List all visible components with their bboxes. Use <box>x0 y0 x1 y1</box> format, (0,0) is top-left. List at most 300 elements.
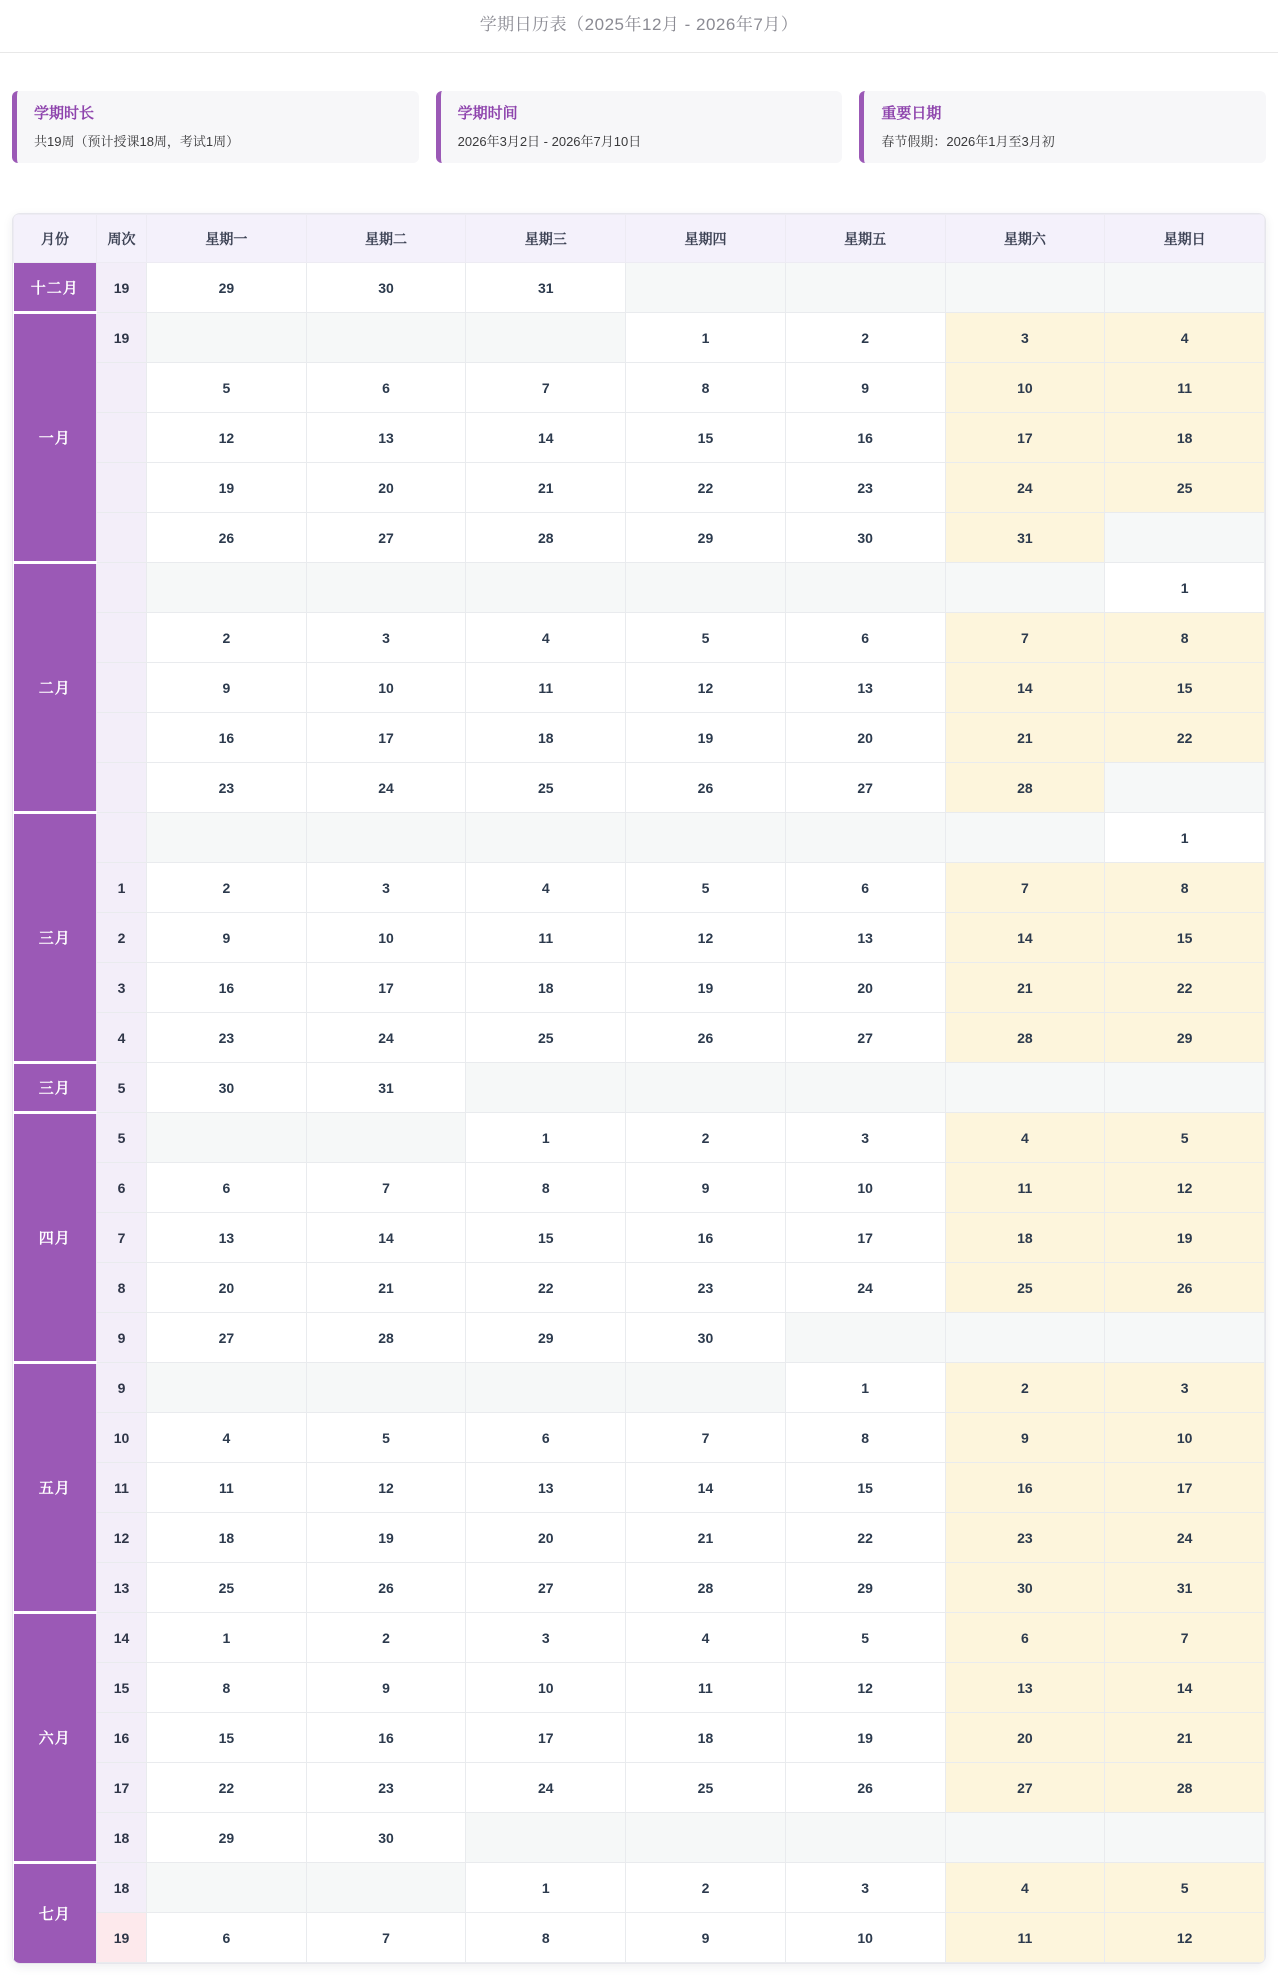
week-number-cell: 18 <box>97 1863 147 1913</box>
date-cell: 11 <box>945 1913 1105 1963</box>
date-cell: 9 <box>626 1163 786 1213</box>
date-cell: 29 <box>626 513 786 563</box>
date-cell: 25 <box>626 1763 786 1813</box>
date-cell: 12 <box>785 1663 945 1713</box>
week-number-cell: 10 <box>97 1413 147 1463</box>
date-cell: 27 <box>785 763 945 813</box>
date-cell: 28 <box>306 1313 466 1363</box>
date-cell: 2 <box>306 1613 466 1663</box>
date-cell: 10 <box>945 363 1105 413</box>
date-cell: 13 <box>306 413 466 463</box>
date-cell: 2 <box>945 1363 1105 1413</box>
date-cell: 11 <box>466 663 626 713</box>
date-cell: 24 <box>785 1263 945 1313</box>
calendar-row <box>14 1063 1265 1113</box>
empty-cell <box>1105 513 1265 563</box>
date-cell: 4 <box>147 1413 307 1463</box>
empty-cell <box>306 1113 466 1163</box>
calendar-row <box>14 1913 1265 1963</box>
empty-cell <box>306 813 466 863</box>
month-cell: 七月 <box>14 1863 97 1963</box>
card-heading: 学期时间 <box>457 105 518 122</box>
date-cell: 27 <box>306 513 466 563</box>
calendar-row <box>14 513 1265 563</box>
empty-cell <box>626 1363 786 1413</box>
calendar-row <box>14 963 1265 1013</box>
info-cards <box>12 91 1266 163</box>
date-cell: 10 <box>466 1663 626 1713</box>
date-cell: 24 <box>945 463 1105 513</box>
date-cell: 29 <box>147 263 307 313</box>
date-cell: 3 <box>785 1113 945 1163</box>
empty-cell <box>466 313 626 363</box>
date-cell: 23 <box>785 463 945 513</box>
date-cell: 1 <box>785 1363 945 1413</box>
date-cell: 20 <box>466 1513 626 1563</box>
date-cell: 9 <box>147 913 307 963</box>
date-cell: 3 <box>785 1863 945 1913</box>
month-cell: 五月 <box>14 1363 97 1613</box>
date-cell: 21 <box>1105 1713 1265 1763</box>
column-header: 星期四 <box>626 215 786 263</box>
month-cell: 六月 <box>14 1613 97 1863</box>
calendar-row <box>14 1163 1265 1213</box>
empty-cell <box>626 1813 786 1863</box>
date-cell: 28 <box>1105 1763 1265 1813</box>
date-cell: 29 <box>785 1563 945 1613</box>
week-number-cell <box>97 663 147 713</box>
calendar-row <box>14 1263 1265 1313</box>
calendar-row <box>14 1813 1265 1863</box>
date-cell: 10 <box>306 663 466 713</box>
date-cell: 15 <box>466 1213 626 1263</box>
calendar-row <box>14 413 1265 463</box>
date-cell: 14 <box>306 1213 466 1263</box>
date-cell: 31 <box>466 263 626 313</box>
card-semester-dates <box>436 91 843 163</box>
date-cell: 13 <box>785 913 945 963</box>
date-cell: 5 <box>1105 1863 1265 1913</box>
week-number-cell: 8 <box>97 1263 147 1313</box>
date-cell: 17 <box>306 713 466 763</box>
date-cell: 9 <box>306 1663 466 1713</box>
date-cell: 2 <box>785 313 945 363</box>
date-cell: 24 <box>306 1013 466 1063</box>
week-number-cell: 6 <box>97 1163 147 1213</box>
date-cell: 19 <box>626 963 786 1013</box>
date-cell: 23 <box>945 1513 1105 1563</box>
date-cell: 18 <box>466 963 626 1013</box>
week-number-cell: 3 <box>97 963 147 1013</box>
empty-cell <box>945 813 1105 863</box>
calendar-grid <box>13 214 1265 1963</box>
date-cell: 3 <box>1105 1363 1265 1413</box>
calendar-row <box>14 1613 1265 1663</box>
date-cell: 5 <box>626 613 786 663</box>
date-cell: 10 <box>785 1913 945 1963</box>
date-cell: 6 <box>945 1613 1105 1663</box>
date-cell: 31 <box>945 513 1105 563</box>
column-header: 星期二 <box>306 215 466 263</box>
date-cell: 9 <box>626 1913 786 1963</box>
date-cell: 28 <box>945 1013 1105 1063</box>
date-cell: 4 <box>626 1613 786 1663</box>
week-number-cell <box>97 613 147 663</box>
empty-cell <box>785 1063 945 1113</box>
calendar-row <box>14 863 1265 913</box>
date-cell: 19 <box>1105 1213 1265 1263</box>
date-cell: 15 <box>785 1463 945 1513</box>
calendar-header <box>14 215 1265 263</box>
card-text: 共19周（预计授课18周，考试1周） <box>34 134 240 149</box>
calendar-row <box>14 263 1265 313</box>
date-cell: 8 <box>1105 863 1265 913</box>
date-cell: 15 <box>147 1713 307 1763</box>
empty-cell <box>147 1863 307 1913</box>
date-cell: 9 <box>147 663 307 713</box>
card-heading: 学期时长 <box>34 105 95 122</box>
date-cell: 11 <box>147 1463 307 1513</box>
empty-cell <box>1105 263 1265 313</box>
date-cell: 17 <box>1105 1463 1265 1513</box>
date-cell: 5 <box>1105 1113 1265 1163</box>
empty-cell <box>1105 1063 1265 1113</box>
date-cell: 24 <box>306 763 466 813</box>
date-cell: 30 <box>147 1063 307 1113</box>
date-cell: 7 <box>466 363 626 413</box>
month-cell: 三月 <box>14 1063 97 1113</box>
date-cell: 16 <box>147 963 307 1013</box>
date-cell: 18 <box>147 1513 307 1563</box>
week-number-cell: 17 <box>97 1763 147 1813</box>
date-cell: 1 <box>1105 813 1265 863</box>
column-header: 星期三 <box>466 215 626 263</box>
date-cell: 25 <box>147 1563 307 1613</box>
date-cell: 3 <box>466 1613 626 1663</box>
week-number-cell <box>97 713 147 763</box>
column-header: 星期一 <box>147 215 307 263</box>
date-cell: 26 <box>626 763 786 813</box>
month-cell: 三月 <box>14 813 97 1063</box>
calendar-table <box>12 213 1266 1964</box>
date-cell: 12 <box>626 663 786 713</box>
column-header: 星期六 <box>945 215 1105 263</box>
date-cell: 6 <box>785 863 945 913</box>
date-cell: 25 <box>1105 463 1265 513</box>
empty-cell <box>147 1363 307 1413</box>
date-cell: 17 <box>466 1713 626 1763</box>
date-cell: 30 <box>945 1563 1105 1613</box>
empty-cell <box>1105 1813 1265 1863</box>
date-cell: 1 <box>147 1613 307 1663</box>
calendar-row <box>14 1513 1265 1563</box>
empty-cell <box>466 813 626 863</box>
date-cell: 21 <box>945 963 1105 1013</box>
date-cell: 18 <box>626 1713 786 1763</box>
empty-cell <box>626 563 786 613</box>
date-cell: 29 <box>1105 1013 1265 1063</box>
date-cell: 12 <box>626 913 786 963</box>
date-cell: 6 <box>306 363 466 413</box>
empty-cell <box>147 1113 307 1163</box>
date-cell: 8 <box>785 1413 945 1463</box>
week-number-cell: 19 <box>97 263 147 313</box>
empty-cell <box>1105 763 1265 813</box>
date-cell: 9 <box>945 1413 1105 1463</box>
date-cell: 13 <box>945 1663 1105 1713</box>
calendar-row <box>14 1113 1265 1163</box>
date-cell: 1 <box>1105 563 1265 613</box>
date-cell: 21 <box>306 1263 466 1313</box>
calendar-row <box>14 1213 1265 1263</box>
week-number-cell: 16 <box>97 1713 147 1763</box>
date-cell: 21 <box>466 463 626 513</box>
empty-cell <box>306 1863 466 1913</box>
date-cell: 13 <box>785 663 945 713</box>
calendar-row <box>14 313 1265 363</box>
empty-cell <box>466 1813 626 1863</box>
date-cell: 30 <box>306 263 466 313</box>
card-heading: 重要日期 <box>881 105 942 122</box>
date-cell: 21 <box>626 1513 786 1563</box>
date-cell: 24 <box>1105 1513 1265 1563</box>
date-cell: 14 <box>945 913 1105 963</box>
date-cell: 19 <box>626 713 786 763</box>
empty-cell <box>945 1813 1105 1863</box>
date-cell: 21 <box>945 713 1105 763</box>
date-cell: 25 <box>466 1013 626 1063</box>
date-cell: 8 <box>466 1163 626 1213</box>
date-cell: 5 <box>147 363 307 413</box>
date-cell: 20 <box>785 963 945 1013</box>
calendar-row <box>14 1763 1265 1813</box>
date-cell: 6 <box>466 1413 626 1463</box>
date-cell: 22 <box>785 1513 945 1563</box>
date-cell: 12 <box>147 413 307 463</box>
week-number-cell <box>97 563 147 613</box>
week-number-cell <box>97 463 147 513</box>
column-header: 星期日 <box>1105 215 1265 263</box>
card-text: 2026年3月2日 - 2026年7月10日 <box>457 134 642 149</box>
calendar-row <box>14 363 1265 413</box>
date-cell: 4 <box>945 1113 1105 1163</box>
date-cell: 12 <box>306 1463 466 1513</box>
date-cell: 25 <box>945 1263 1105 1313</box>
date-cell: 11 <box>1105 363 1265 413</box>
empty-cell <box>945 263 1105 313</box>
date-cell: 5 <box>785 1613 945 1663</box>
date-cell: 20 <box>147 1263 307 1313</box>
date-cell: 26 <box>306 1563 466 1613</box>
date-cell: 7 <box>306 1163 466 1213</box>
empty-cell <box>945 1313 1105 1363</box>
date-cell: 1 <box>626 313 786 363</box>
date-cell: 26 <box>785 1763 945 1813</box>
week-number-cell: 5 <box>97 1063 147 1113</box>
week-number-cell: 19 <box>97 313 147 363</box>
date-cell: 11 <box>466 913 626 963</box>
divider <box>0 52 1278 53</box>
date-cell: 20 <box>785 713 945 763</box>
empty-cell <box>147 313 307 363</box>
empty-cell <box>945 1063 1105 1113</box>
date-cell: 15 <box>626 413 786 463</box>
date-cell: 27 <box>785 1013 945 1063</box>
empty-cell <box>306 1363 466 1413</box>
calendar-row <box>14 1863 1265 1913</box>
empty-cell <box>626 1063 786 1113</box>
date-cell: 8 <box>466 1913 626 1963</box>
date-cell: 11 <box>945 1163 1105 1213</box>
calendar-row <box>14 1713 1265 1763</box>
empty-cell <box>306 563 466 613</box>
date-cell: 10 <box>306 913 466 963</box>
date-cell: 14 <box>945 663 1105 713</box>
date-cell: 18 <box>466 713 626 763</box>
date-cell: 26 <box>147 513 307 563</box>
date-cell: 23 <box>147 1013 307 1063</box>
date-cell: 7 <box>626 1413 786 1463</box>
date-cell: 31 <box>1105 1563 1265 1613</box>
week-number-cell: 11 <box>97 1463 147 1513</box>
empty-cell <box>466 1063 626 1113</box>
date-cell: 27 <box>466 1563 626 1613</box>
date-cell: 26 <box>1105 1263 1265 1313</box>
week-number-cell: 14 <box>97 1613 147 1663</box>
date-cell: 5 <box>626 863 786 913</box>
date-cell: 4 <box>1105 313 1265 363</box>
empty-cell <box>147 563 307 613</box>
calendar-row <box>14 1313 1265 1363</box>
card-important-dates <box>859 91 1266 163</box>
date-cell: 18 <box>945 1213 1105 1263</box>
date-cell: 3 <box>945 313 1105 363</box>
calendar-row <box>14 913 1265 963</box>
date-cell: 2 <box>147 863 307 913</box>
week-number-cell: 15 <box>97 1663 147 1713</box>
date-cell: 12 <box>1105 1163 1265 1213</box>
empty-cell <box>626 813 786 863</box>
month-cell: 二月 <box>14 563 97 813</box>
date-cell: 26 <box>626 1013 786 1063</box>
date-cell: 29 <box>466 1313 626 1363</box>
week-number-cell <box>97 363 147 413</box>
empty-cell <box>147 813 307 863</box>
date-cell: 23 <box>147 763 307 813</box>
card-semester-duration <box>12 91 419 163</box>
date-cell: 16 <box>626 1213 786 1263</box>
date-cell: 2 <box>626 1113 786 1163</box>
empty-cell <box>1105 1313 1265 1363</box>
calendar-row <box>14 1563 1265 1613</box>
month-cell: 十二月 <box>14 263 97 313</box>
date-cell: 2 <box>626 1863 786 1913</box>
date-cell: 6 <box>147 1163 307 1213</box>
empty-cell <box>466 1363 626 1413</box>
date-cell: 10 <box>1105 1413 1265 1463</box>
header-row <box>14 215 1265 263</box>
date-cell: 10 <box>785 1163 945 1213</box>
date-cell: 6 <box>785 613 945 663</box>
week-number-cell: 9 <box>97 1313 147 1363</box>
column-header: 星期五 <box>785 215 945 263</box>
date-cell: 20 <box>945 1713 1105 1763</box>
empty-cell <box>785 263 945 313</box>
week-number-cell: 4 <box>97 1013 147 1063</box>
date-cell: 17 <box>945 413 1105 463</box>
date-cell: 19 <box>306 1513 466 1563</box>
date-cell: 4 <box>466 613 626 663</box>
calendar-row <box>14 1013 1265 1063</box>
date-cell: 14 <box>626 1463 786 1513</box>
column-header: 月份 <box>14 215 97 263</box>
date-cell: 5 <box>306 1413 466 1463</box>
empty-cell <box>785 813 945 863</box>
date-cell: 23 <box>626 1263 786 1313</box>
week-number-cell <box>97 513 147 563</box>
date-cell: 28 <box>626 1563 786 1613</box>
date-cell: 1 <box>466 1113 626 1163</box>
date-cell: 18 <box>1105 413 1265 463</box>
date-cell: 15 <box>1105 913 1265 963</box>
date-cell: 24 <box>466 1763 626 1813</box>
date-cell: 25 <box>466 763 626 813</box>
date-cell: 11 <box>626 1663 786 1713</box>
date-cell: 16 <box>785 413 945 463</box>
week-number-cell: 18 <box>97 1813 147 1863</box>
card-text: 春节假期：2026年1月至3月初 <box>881 134 1055 149</box>
date-cell: 27 <box>147 1313 307 1363</box>
date-cell: 3 <box>306 863 466 913</box>
calendar-row <box>14 1663 1265 1713</box>
empty-cell <box>785 1813 945 1863</box>
empty-cell <box>785 563 945 613</box>
week-number-cell: 19 <box>97 1913 147 1963</box>
date-cell: 31 <box>306 1063 466 1113</box>
date-cell: 23 <box>306 1763 466 1813</box>
date-cell: 1 <box>466 1863 626 1913</box>
date-cell: 17 <box>785 1213 945 1263</box>
date-cell: 2 <box>147 613 307 663</box>
date-cell: 28 <box>466 513 626 563</box>
month-cell: 四月 <box>14 1113 97 1363</box>
date-cell: 12 <box>1105 1913 1265 1963</box>
date-cell: 6 <box>147 1913 307 1963</box>
date-cell: 16 <box>945 1463 1105 1513</box>
date-cell: 22 <box>147 1763 307 1813</box>
date-cell: 4 <box>466 863 626 913</box>
week-number-cell: 5 <box>97 1113 147 1163</box>
date-cell: 28 <box>945 763 1105 813</box>
date-cell: 19 <box>785 1713 945 1763</box>
date-cell: 30 <box>785 513 945 563</box>
date-cell: 22 <box>466 1263 626 1313</box>
date-cell: 30 <box>626 1313 786 1363</box>
empty-cell <box>785 1313 945 1363</box>
date-cell: 4 <box>945 1863 1105 1913</box>
date-cell: 15 <box>1105 663 1265 713</box>
date-cell: 22 <box>1105 713 1265 763</box>
calendar-row <box>14 813 1265 863</box>
date-cell: 7 <box>945 613 1105 663</box>
empty-cell <box>945 563 1105 613</box>
calendar-row <box>14 563 1265 613</box>
date-cell: 3 <box>306 613 466 663</box>
date-cell: 29 <box>147 1813 307 1863</box>
week-number-cell: 2 <box>97 913 147 963</box>
week-number-cell: 12 <box>97 1513 147 1563</box>
calendar-row <box>14 1413 1265 1463</box>
